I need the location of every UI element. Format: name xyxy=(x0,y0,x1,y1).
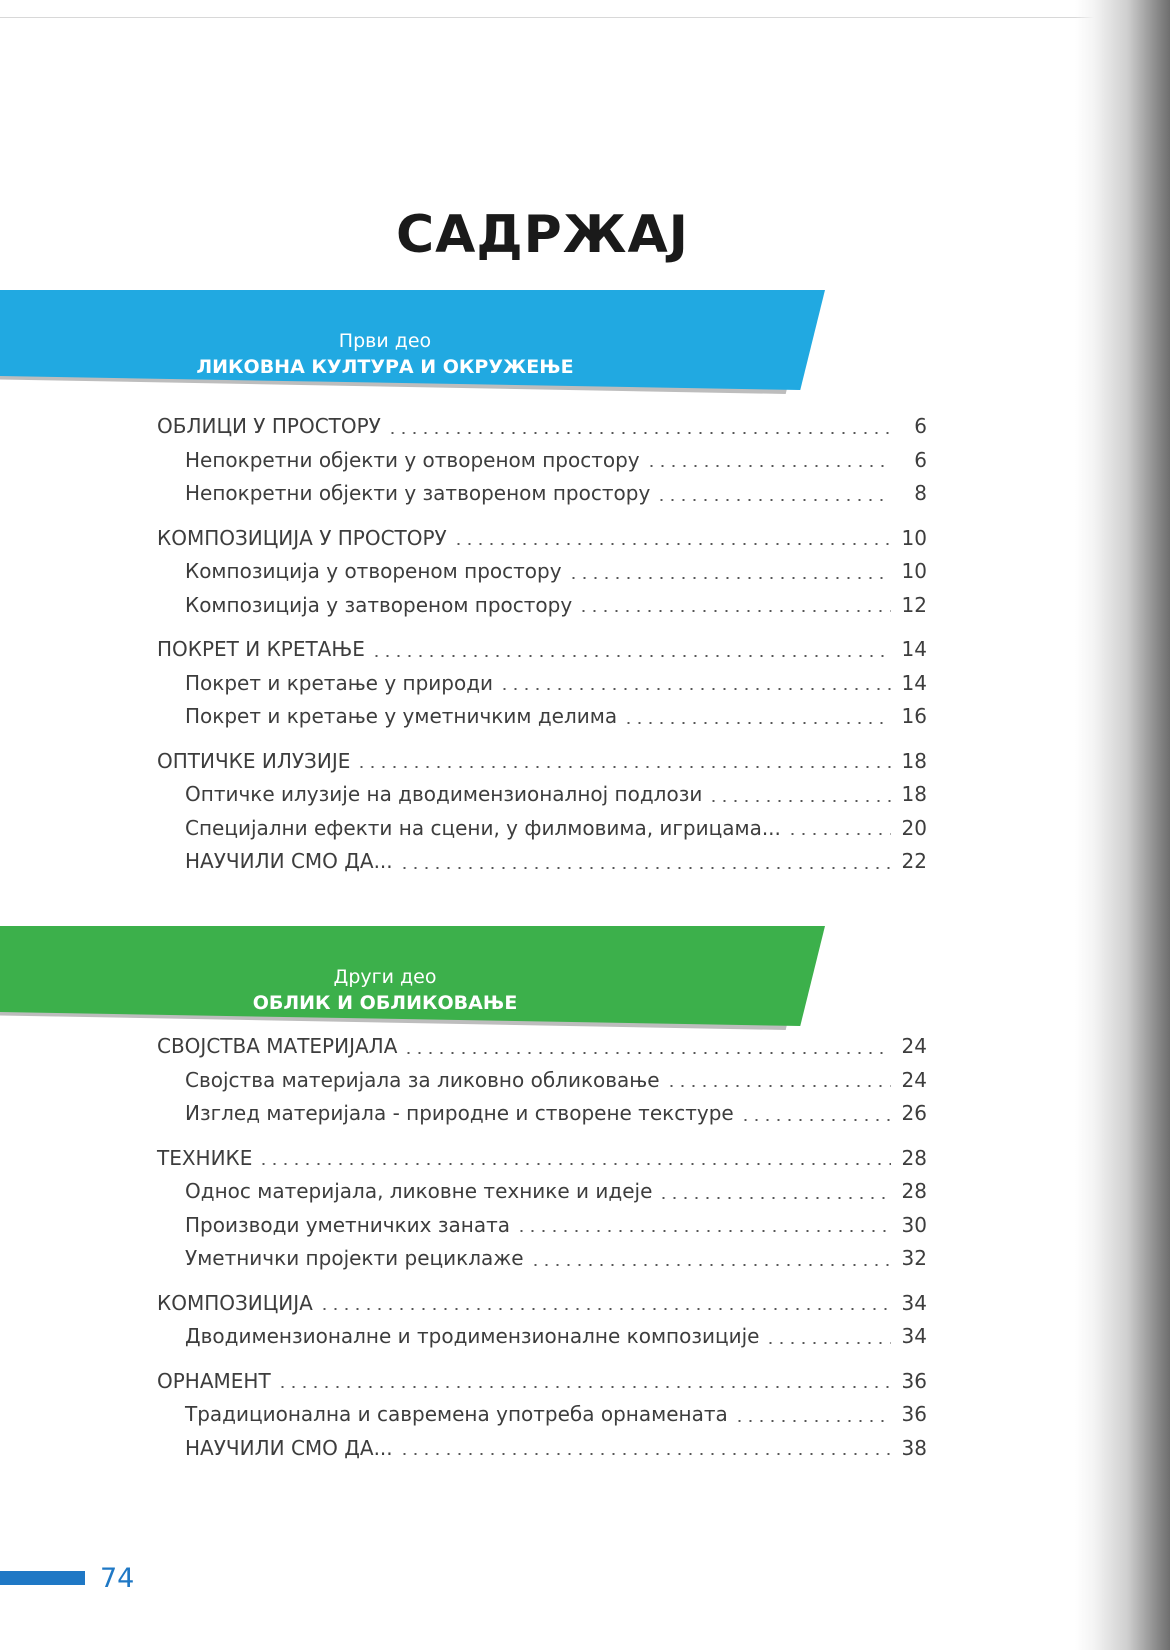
toc-entry[interactable] xyxy=(157,589,927,623)
dot-leader xyxy=(516,1230,891,1232)
toc-label: Специјални ефекти на сцени, у филмовима, игрицама... xyxy=(185,815,781,840)
toc-page: 6 xyxy=(914,414,927,438)
toc-entry[interactable] xyxy=(157,778,927,812)
toc-entry[interactable] xyxy=(157,477,927,511)
dot-leader xyxy=(623,722,891,724)
part-1-heading: ЛИКОВНА КУЛТУРА И ОКРУЖЕЊЕ xyxy=(196,356,574,378)
toc-page: 10 xyxy=(901,559,927,583)
dot-leader xyxy=(387,432,891,434)
toc-page: 26 xyxy=(901,1101,927,1125)
dot-leader xyxy=(734,1420,891,1422)
dot-leader xyxy=(656,499,891,501)
toc-section[interactable] xyxy=(157,1142,927,1176)
part-1-banner xyxy=(0,290,830,400)
toc-page: 34 xyxy=(901,1324,927,1348)
toc-entry[interactable] xyxy=(157,1398,927,1432)
dot-leader xyxy=(499,688,891,690)
toc-label: КОМПОЗИЦИЈА У ПРОСТОРУ xyxy=(157,525,447,550)
dot-leader xyxy=(277,1386,891,1388)
dot-leader xyxy=(708,800,891,802)
toc-label: ПОКРЕТ И КРЕТАЊЕ xyxy=(157,637,365,661)
toc-page: 14 xyxy=(901,670,927,695)
toc-label: Композиција у затвореном простору xyxy=(185,592,573,617)
toc-page: 24 xyxy=(901,1034,927,1058)
page-title: САДРЖАЈ xyxy=(395,205,690,265)
page-spine-shadow xyxy=(1075,0,1170,1650)
toc-entry[interactable] xyxy=(157,667,927,701)
toc-page: 16 xyxy=(901,704,927,728)
top-rule xyxy=(0,17,1100,18)
toc-entry[interactable] xyxy=(157,1320,927,1354)
toc-label: Традиционална и савремена употреба орнамената xyxy=(185,1402,728,1426)
dot-leader xyxy=(319,1308,891,1310)
part-2-heading: ОБЛИК И ОБЛИКОВАЊЕ xyxy=(252,992,518,1014)
toc-page: 10 xyxy=(901,525,927,550)
dot-leader xyxy=(371,655,891,657)
toc-part-1 xyxy=(157,410,927,879)
toc-page: 28 xyxy=(901,1179,927,1203)
toc-part-2 xyxy=(157,1030,927,1465)
toc-label: ТЕХНИКЕ xyxy=(157,1145,253,1170)
toc-label: СВОЈСТВА МАТЕРИЈАЛА xyxy=(157,1034,398,1058)
toc-label: Непокретни објекти у затвореном простору xyxy=(185,481,651,505)
footer-accent-bar xyxy=(0,1571,85,1585)
toc-label: Уметнички пројекти рециклаже xyxy=(185,1246,524,1270)
toc-label: ОБЛИЦИ У ПРОСТОРУ xyxy=(157,414,381,438)
dot-leader xyxy=(646,465,891,467)
toc-label: Покрет и кретање у уметничким делима xyxy=(185,704,618,728)
dot-leader xyxy=(399,867,891,869)
toc-section[interactable] xyxy=(157,1287,927,1321)
dot-leader xyxy=(530,1264,891,1266)
toc-label: НАУЧИЛИ СМО ДА... xyxy=(185,1435,393,1460)
toc-page: 6 xyxy=(914,447,927,472)
toc-entry[interactable] xyxy=(157,1064,927,1098)
page-number: 74 xyxy=(100,1563,135,1594)
toc-label: КОМПОЗИЦИЈА xyxy=(157,1290,313,1315)
toc-section[interactable] xyxy=(157,1365,927,1399)
toc-label: Дводимензионалне и тродимензионалне композиције xyxy=(185,1324,760,1348)
toc-entry[interactable] xyxy=(157,1097,927,1131)
toc-label: Производи уметничких заната xyxy=(185,1212,510,1237)
toc-label: Покрет и кретање у природи xyxy=(185,670,494,695)
toc-page: 32 xyxy=(901,1246,927,1270)
toc-section[interactable] xyxy=(157,522,927,556)
toc-label: Однос материјала, ликовне технике и идеје xyxy=(185,1179,653,1203)
part-2-subtitle: Други део xyxy=(333,966,437,988)
dot-leader xyxy=(666,1085,891,1087)
dot-leader xyxy=(658,1197,891,1199)
toc-entry[interactable] xyxy=(157,1242,927,1276)
dot-leader xyxy=(453,543,891,545)
toc-section[interactable] xyxy=(157,745,927,779)
toc-entry[interactable] xyxy=(157,845,927,879)
dot-leader xyxy=(740,1119,891,1121)
toc-page: 28 xyxy=(901,1145,927,1170)
toc-section[interactable] xyxy=(157,1030,927,1064)
dot-leader xyxy=(568,577,891,579)
toc-section[interactable] xyxy=(157,633,927,667)
part-2-banner xyxy=(0,926,830,1036)
toc-page: 12 xyxy=(901,592,927,617)
toc-label: ОРНАМЕНТ xyxy=(157,1368,271,1393)
toc-label: ОПТИЧКЕ ИЛУЗИЈЕ xyxy=(157,748,351,773)
toc-page: 18 xyxy=(901,748,927,773)
dot-leader xyxy=(578,610,891,612)
toc-entry[interactable] xyxy=(157,444,927,478)
toc-label: Оптичке илузије на дводимензионалној подлози xyxy=(185,782,703,806)
toc-page: 30 xyxy=(901,1212,927,1237)
toc-page: 14 xyxy=(901,637,927,661)
toc-section[interactable] xyxy=(157,410,927,444)
dot-leader xyxy=(258,1163,891,1165)
dot-leader xyxy=(787,833,891,835)
toc-page: 38 xyxy=(901,1435,927,1460)
toc-page: 8 xyxy=(914,481,927,505)
toc-entry[interactable] xyxy=(157,1209,927,1243)
toc-page: 34 xyxy=(901,1290,927,1315)
toc-label: Композиција у отвореном простору xyxy=(185,559,562,583)
toc-entry[interactable] xyxy=(157,700,927,734)
dot-leader xyxy=(765,1342,891,1344)
dot-leader xyxy=(356,766,891,768)
toc-label: Непокретни објекти у отвореном простору xyxy=(185,447,640,472)
toc-entry[interactable] xyxy=(157,555,927,589)
dot-leader xyxy=(399,1453,891,1455)
toc-entry[interactable] xyxy=(157,1432,927,1466)
dot-leader xyxy=(403,1052,891,1054)
toc-page: 22 xyxy=(901,849,927,873)
toc-label: Својства материјала за ликовно обликовање xyxy=(185,1067,660,1092)
part-1-subtitle: Први део xyxy=(338,330,432,352)
toc-entry[interactable] xyxy=(157,812,927,846)
toc-page: 18 xyxy=(901,782,927,806)
toc-label: Изглед материјала - природне и створене текстуре xyxy=(185,1101,734,1125)
toc-label: НАУЧИЛИ СМО ДА... xyxy=(185,849,393,873)
toc-page: 36 xyxy=(901,1402,927,1426)
toc-page: 24 xyxy=(901,1067,927,1092)
toc-page: 36 xyxy=(901,1368,927,1393)
toc-entry[interactable] xyxy=(157,1175,927,1209)
toc-page: 20 xyxy=(901,815,927,840)
